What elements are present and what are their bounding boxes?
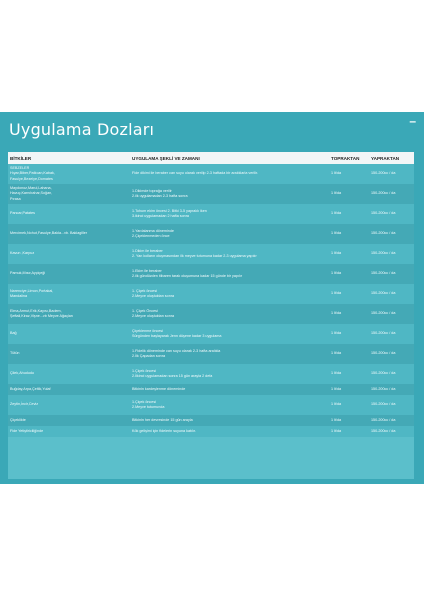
cell-soil-dose: 1 lt/da bbox=[331, 351, 342, 356]
cell-plants bbox=[8, 364, 130, 384]
plants-line: Hıyar,Biber,Patlıcan,Kabak, bbox=[10, 171, 55, 176]
cell-plants bbox=[8, 415, 130, 426]
table-row bbox=[8, 164, 414, 184]
method-line: 2.ilk uygulamadan 2-3 hafta sonra bbox=[132, 194, 188, 198]
cell-soil-dose: 1 lt/da bbox=[331, 271, 342, 276]
plants-line: Pancar,Patates bbox=[10, 211, 36, 216]
cell-method bbox=[130, 384, 329, 395]
cell-plants bbox=[8, 204, 130, 224]
dosage-table-container bbox=[8, 152, 414, 479]
cell-foliar-dose: 150-200cc / da bbox=[371, 428, 396, 433]
table-body bbox=[8, 164, 414, 437]
header-soil: TOPRAKTAN bbox=[331, 155, 360, 161]
plants-line: Çiçeklikte bbox=[10, 417, 26, 422]
cell-method bbox=[130, 364, 329, 384]
dosage-table bbox=[8, 152, 414, 437]
method-line: 1.Çiçek öncesi bbox=[132, 399, 156, 404]
method-line: 1.Dikimde toprağa verilir bbox=[132, 188, 172, 193]
table-row bbox=[8, 395, 414, 415]
method-line: 1.Çiçek öncesi bbox=[132, 368, 156, 373]
cell-plants bbox=[8, 384, 130, 395]
panel-header bbox=[0, 112, 424, 150]
method-line: Bitkinin her devresinde 15 gün arayla bbox=[132, 417, 193, 422]
cell-foliar-dose: 150-200cc / da bbox=[371, 311, 396, 316]
method-line: 1.Dikim ile beraber bbox=[132, 248, 163, 253]
dosage-panel bbox=[0, 112, 424, 484]
table-row bbox=[8, 184, 414, 204]
plants-line: Pamuk,Mısır,Ayçiçeği bbox=[10, 271, 46, 276]
cell-soil-dose: 1 lt/da bbox=[331, 386, 342, 391]
cell-soil-dose: 1 lt/da bbox=[331, 371, 342, 376]
cell-method bbox=[130, 164, 329, 184]
table-row bbox=[8, 364, 414, 384]
header-foliar: YAPRAKTAN bbox=[371, 155, 400, 161]
method-line: 2. Yan kolların oluşmasından ilk meyve tutumuna kadar 2-3 uygulama yapılır bbox=[132, 254, 257, 258]
method-line: 1.Ekim ile beraber bbox=[132, 268, 162, 273]
cell-soil-dose: 1 lt/da bbox=[331, 428, 342, 433]
method-line: 3.ikinci uygulamadan 2 hafta sonra bbox=[132, 214, 189, 218]
cell-soil-dose: 1 lt/da bbox=[331, 231, 342, 236]
cell-soil-dose: 1 lt/da bbox=[331, 417, 342, 422]
panel-title: Uygulama Dozları bbox=[9, 120, 155, 139]
method-line: 1.Fidelik döneminde can suyu olarak 2-3 hafta aralıkla bbox=[132, 348, 221, 353]
cell-foliar-dose: 150-200cc / da bbox=[371, 191, 396, 196]
cell-plants bbox=[8, 344, 130, 364]
cell-soil-dose: 1 lt/da bbox=[331, 331, 342, 336]
cell-foliar-dose: 150-200cc / da bbox=[371, 171, 396, 176]
table-row bbox=[8, 324, 414, 344]
plants-line: Pırasa bbox=[10, 196, 21, 201]
cell-foliar-dose: 150-200cc / da bbox=[371, 417, 396, 422]
method-line: 1.Yardalanma döneminde bbox=[132, 228, 174, 233]
cell-method bbox=[130, 304, 329, 324]
cell-method bbox=[130, 204, 329, 224]
cell-soil-dose: 1 lt/da bbox=[331, 171, 342, 176]
plants-line: Kavun ,Karpuz bbox=[10, 251, 35, 256]
plants-line: Bağ bbox=[10, 331, 17, 336]
method-line: 2.İlkinci uygulamadan sonra 15 gün arayla 2 defa bbox=[132, 374, 213, 378]
cell-plants bbox=[8, 304, 130, 324]
plants-line: Fasulye,Bezelye,Domates bbox=[10, 176, 53, 181]
cell-plants bbox=[8, 164, 130, 184]
method-line: Sürgünden başlayarak Jenn düşene kadar 3 uygulama bbox=[132, 334, 222, 338]
plants-line: Havuç,Karnıbahar,Soğan, bbox=[10, 191, 53, 196]
table-row bbox=[8, 384, 414, 395]
plants-line: Şeftali,Kiraz,Vişne...vb Meyve Ağaçları bbox=[10, 314, 74, 318]
cell-foliar-dose: 150-200cc / da bbox=[371, 231, 396, 236]
cell-foliar-dose: 150-200cc / da bbox=[371, 351, 396, 356]
cell-plants bbox=[8, 395, 130, 415]
plants-line: Zeytin,İncir,Ceviz bbox=[10, 402, 39, 407]
method-line: 2.Çiçeklenmeden önce bbox=[132, 234, 170, 238]
plants-line: Mandalina bbox=[10, 294, 28, 298]
plants-line: SEBZELER bbox=[10, 165, 30, 170]
cell-foliar-dose: 150-200cc / da bbox=[371, 271, 396, 276]
method-line: Bitkinin kardeşlenme döneminde bbox=[132, 386, 186, 391]
method-line: 1. Çiçek Öncesi bbox=[132, 308, 158, 313]
plants-line: Buğday,Arpa,Çeltik,Yulaf bbox=[10, 386, 51, 391]
cell-foliar-dose: 150-200cc / da bbox=[371, 331, 396, 336]
plants-line: Maydonoz,Marul,Lahana, bbox=[10, 185, 52, 190]
plants-line: Fide Yetiştiriciliğinde bbox=[10, 428, 44, 433]
table-row bbox=[8, 244, 414, 264]
cell-method bbox=[130, 264, 329, 284]
cell-soil-dose: 1 lt/da bbox=[331, 402, 342, 407]
cell-method bbox=[130, 244, 329, 264]
plants-line: Mercimek,Nohut,Fasulye,Bakla...vb. Baklagiller bbox=[10, 231, 88, 236]
method-line: 2.Meyve tutumunda bbox=[132, 405, 165, 409]
plants-line: Çilek,Ahududu bbox=[10, 371, 34, 376]
cell-soil-dose: 1 lt/da bbox=[331, 211, 342, 216]
method-line: Çiçeklenme öncesi bbox=[132, 328, 163, 333]
method-line: 2.Meyve oluştuktan sonra bbox=[132, 294, 175, 298]
table-row bbox=[8, 344, 414, 364]
table-header-row bbox=[8, 152, 414, 164]
cell-foliar-dose: 150-200cc / da bbox=[371, 251, 396, 256]
method-line: 2.ilk gündüzden itibaren tarak oluşumuna kadar 15 günde bir yapılır bbox=[132, 274, 243, 278]
collapse-button[interactable]: – bbox=[409, 114, 416, 128]
cell-method bbox=[130, 426, 329, 437]
cell-plants bbox=[8, 284, 130, 304]
cell-plants bbox=[8, 426, 130, 437]
cell-method bbox=[130, 224, 329, 244]
cell-soil-dose: 1 lt/da bbox=[331, 291, 342, 296]
table-row bbox=[8, 426, 414, 437]
table-row bbox=[8, 224, 414, 244]
table-row bbox=[8, 264, 414, 284]
cell-method bbox=[130, 395, 329, 415]
cell-soil-dose: 1 lt/da bbox=[331, 191, 342, 196]
table-row bbox=[8, 304, 414, 324]
header-plants: BİTKİLER bbox=[10, 155, 32, 161]
cell-foliar-dose: 150-200cc / da bbox=[371, 291, 396, 296]
cell-method bbox=[130, 415, 329, 426]
method-line: Kök gelişimi için fidelerin suyuna katılır. bbox=[132, 428, 196, 433]
header-method: UYGULAMA ŞEKLİ VE ZAMANI bbox=[132, 155, 200, 161]
cell-soil-dose: 1 lt/da bbox=[331, 311, 342, 316]
method-line: 2.İlk Çapadan sonra bbox=[132, 354, 166, 358]
method-line: 2.Meyve oluştuktan sonra bbox=[132, 314, 175, 318]
cell-foliar-dose: 150-200cc / da bbox=[371, 402, 396, 407]
method-line: 1.Tohum ekim öncesi 2. Bitki 3-5 yapraklı iken bbox=[132, 208, 207, 213]
cell-foliar-dose: 150-200cc / da bbox=[371, 386, 396, 391]
cell-plants bbox=[8, 244, 130, 264]
plants-line: Tütün bbox=[10, 351, 20, 356]
table-row bbox=[8, 415, 414, 426]
method-line: 1. Çiçek öncesi bbox=[132, 288, 158, 293]
cell-soil-dose: 1 lt/da bbox=[331, 251, 342, 256]
plants-line: Narenciye,Limon,Portakal, bbox=[10, 288, 54, 293]
plants-line: Elma,Armut,Erik,Kayısı,Badem, bbox=[10, 308, 62, 313]
cell-plants bbox=[8, 264, 130, 284]
cell-method bbox=[130, 324, 329, 344]
table-row bbox=[8, 284, 414, 304]
method-line: Fide dikimi ile beraber can suyu olarak verilip 2-3 haftada bir aralıklarla verilir. bbox=[132, 171, 259, 176]
table-row bbox=[8, 204, 414, 224]
cell-plants bbox=[8, 324, 130, 344]
cell-method bbox=[130, 284, 329, 304]
cell-foliar-dose: 150-200cc / da bbox=[371, 211, 396, 216]
cell-method bbox=[130, 344, 329, 364]
cell-plants bbox=[8, 224, 130, 244]
cell-method bbox=[130, 184, 329, 204]
cell-foliar-dose: 150-200cc / da bbox=[371, 371, 396, 376]
cell-plants bbox=[8, 184, 130, 204]
